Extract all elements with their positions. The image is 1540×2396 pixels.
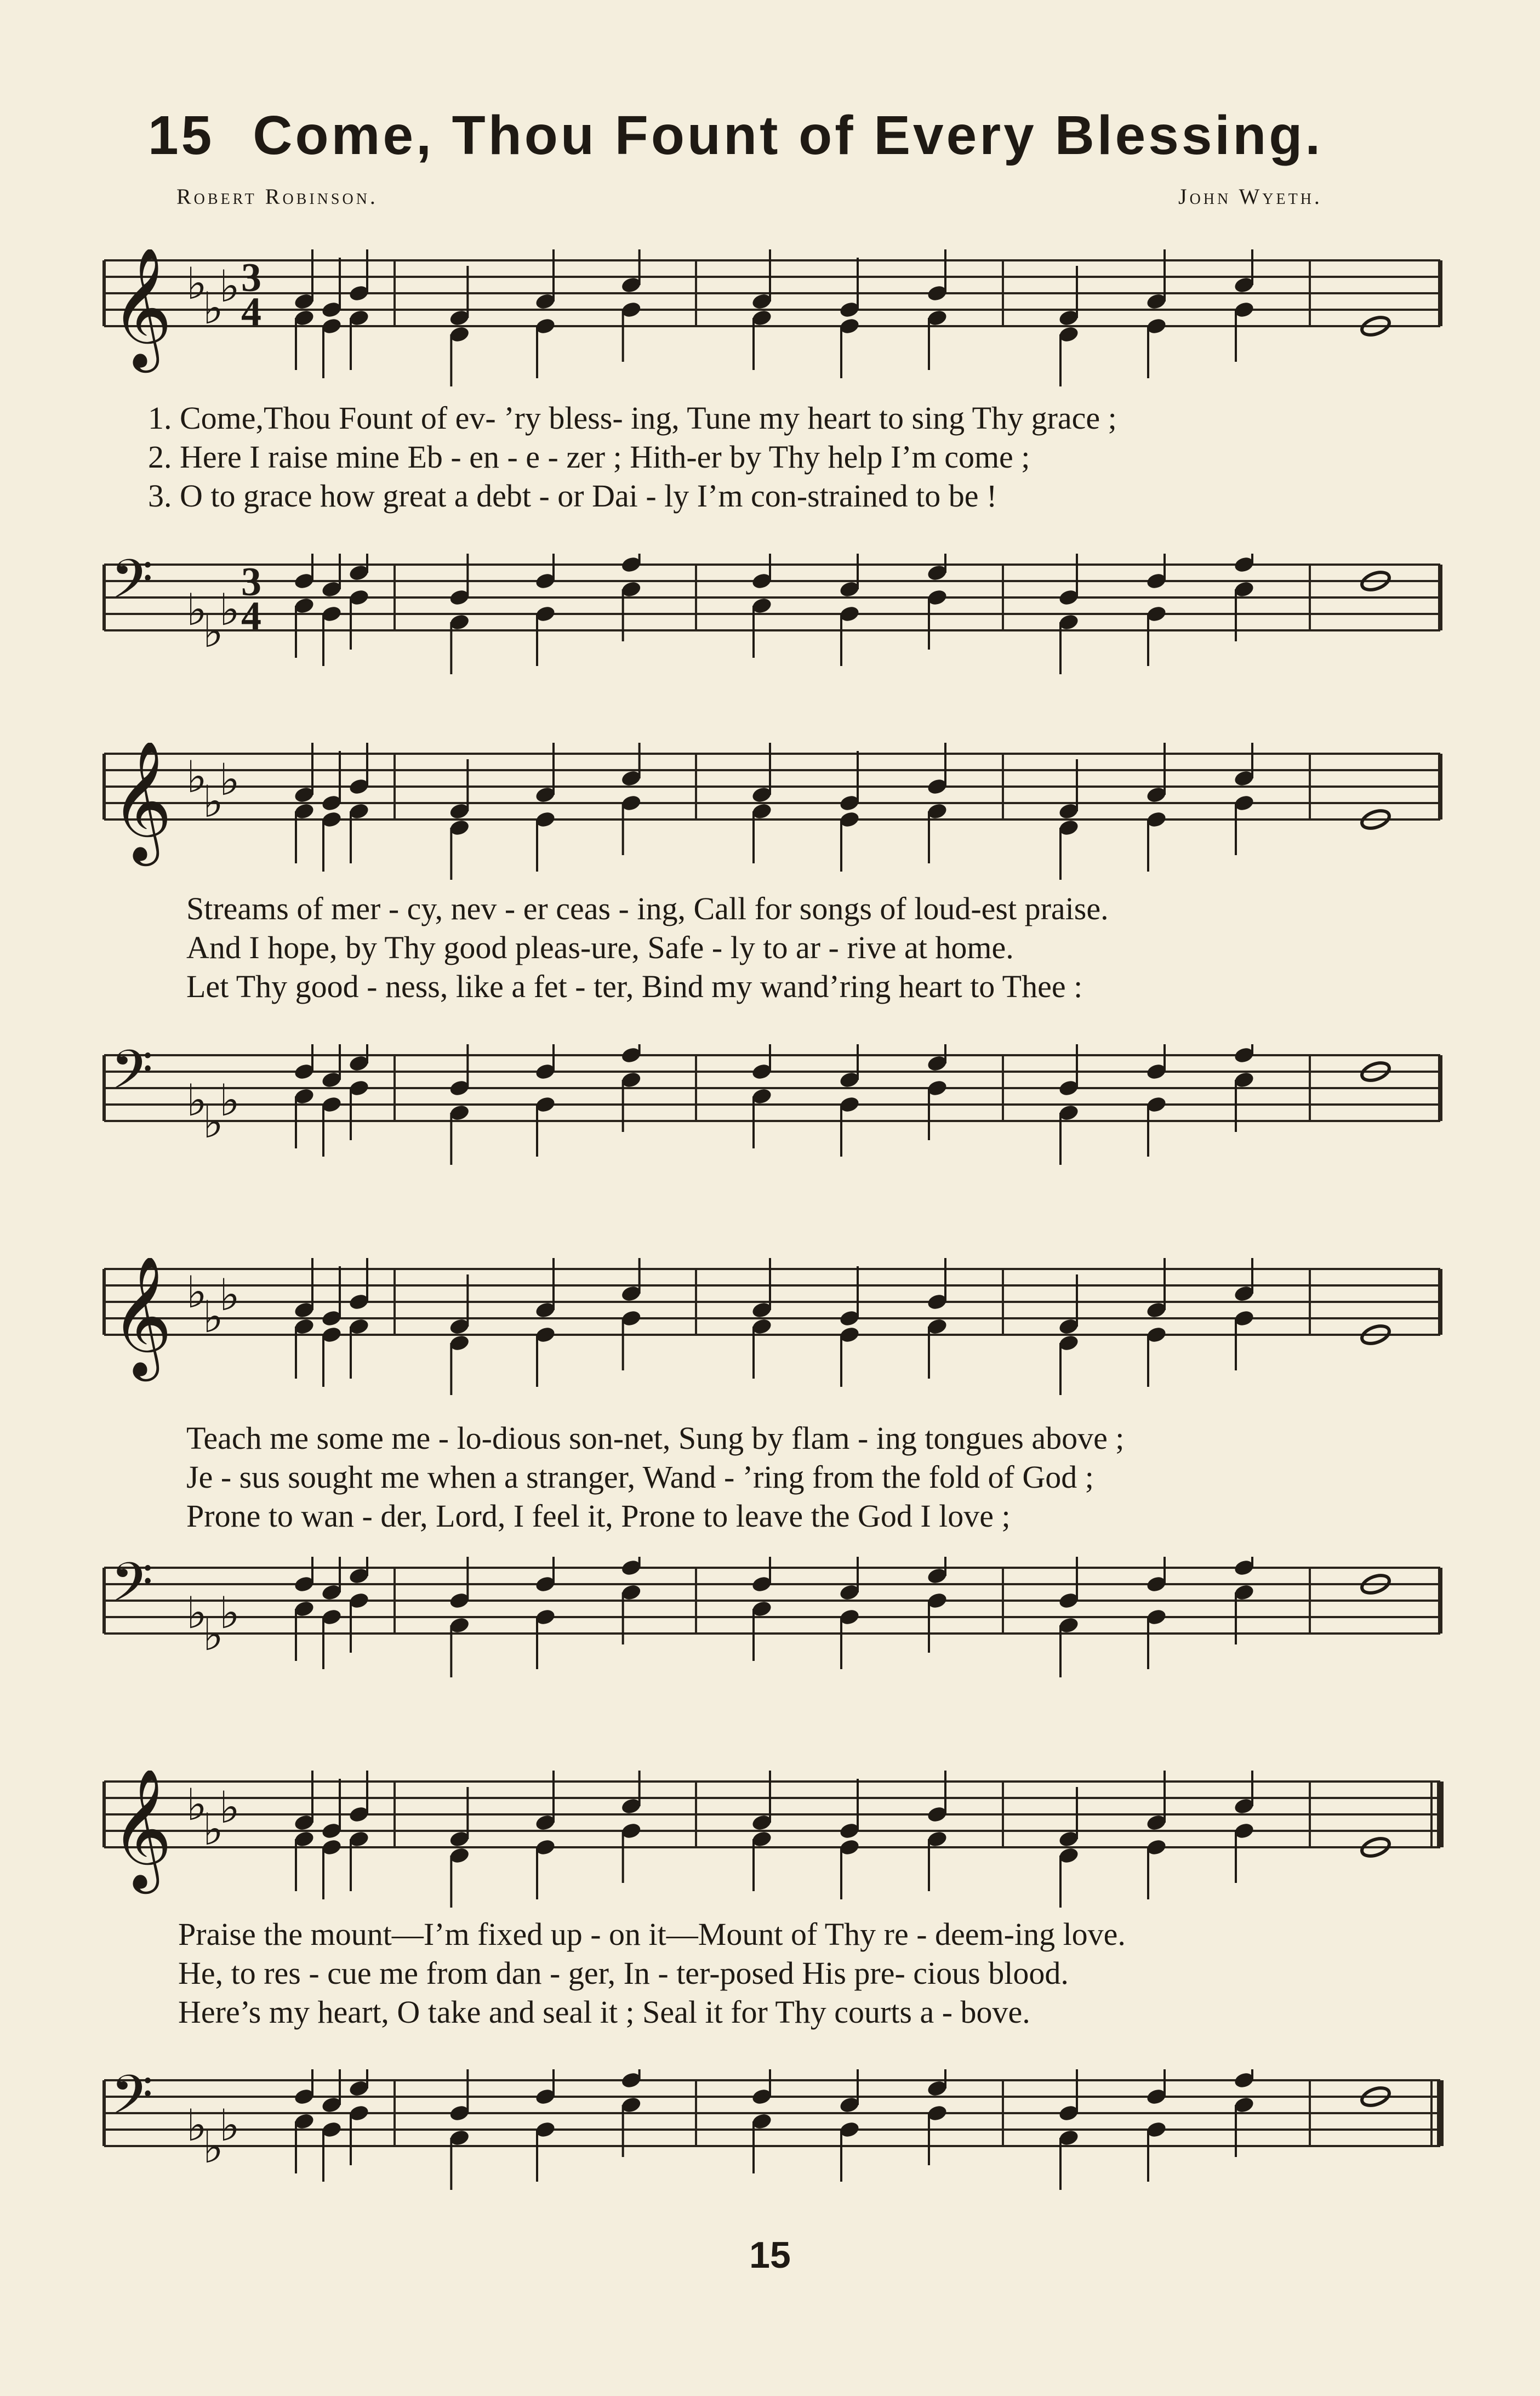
lyric-verse-1: 1. Come,Thou Fount of ev- ’ry bless- ing, Tune my heart to sing Thy grace ; [148, 400, 1117, 436]
lyric-verse-2: And I hope, by Thy good pleas-ure, Safe - ly to ar - rive at home. [186, 930, 1014, 965]
lyrics-system-2 [186, 889, 1502, 1006]
flat-icon: ♭ [219, 754, 240, 805]
lyrics-system-3 [186, 1419, 1502, 1535]
flat-icon: ♭ [203, 1291, 224, 1342]
bass-staff-system-3 [0, 1557, 1540, 1699]
lyric-verse-3: Let Thy good - ness, like a fet - ter, Bind my wand’ring heart to Thee : [186, 969, 1083, 1004]
flat-icon: ♭ [203, 606, 224, 657]
flat-icon: ♭ [186, 1267, 207, 1318]
bass-clef-icon: 𝄢 [111, 1044, 153, 1115]
treble-clef-icon: 𝄞 [111, 743, 173, 861]
time-signature-bottom: 4 [241, 594, 261, 639]
flat-icon: ♭ [186, 1075, 207, 1126]
time-signature-top: 3 [241, 255, 261, 300]
flat-icon: ♭ [203, 776, 224, 827]
lyrics-system-1 [148, 399, 1463, 515]
treble-staff-system-3 [0, 1258, 1540, 1401]
flat-icon: ♭ [186, 752, 207, 803]
treble-clef-icon: 𝄞 [111, 249, 173, 367]
author-credit: Robert Robinson. [176, 184, 378, 209]
treble-staff-system-2 [0, 743, 1540, 885]
bass-staff-system-4 [0, 2069, 1540, 2212]
flat-icon: ♭ [219, 261, 240, 312]
time-signature-bottom: 4 [241, 289, 261, 334]
lyric-verse-1: Streams of mer - cy, nev - er ceas - ing, Call for songs of loud-est praise. [186, 891, 1109, 926]
bass-clef-icon: 𝄢 [111, 2069, 153, 2140]
flat-icon: ♭ [186, 584, 207, 635]
flat-icon: ♭ [219, 1782, 240, 1833]
flat-icon: ♭ [219, 2100, 240, 2151]
bass-staff-system-2 [0, 1044, 1540, 1187]
hymn-title-line [148, 104, 1430, 167]
lyric-verse-2: Je - sus sought me when a stranger, Wand - ’ring from the fold of God ; [186, 1459, 1094, 1495]
hymn-title: Come, Thou Fount of Every Blessing. [253, 105, 1324, 166]
treble-staff-system-4 [0, 1771, 1540, 1913]
lyric-verse-2: He, to res - cue me from dan - ger, In - ter-posed His pre- cious blood. [178, 1955, 1069, 1991]
page-number: 15 [749, 2234, 791, 2276]
lyric-verse-2: 2. Here I raise mine Eb - en - e - zer ; Hith-er by Thy help I’m come ; [148, 439, 1030, 475]
treble-clef-icon: 𝄞 [111, 1771, 173, 1888]
flat-icon: ♭ [219, 1075, 240, 1126]
lyric-verse-3: Here’s my heart, O take and seal it ; Seal it for Thy courts a - bove. [178, 1994, 1030, 2030]
lyric-verse-1: Teach me some me - lo-dious son-net, Sung by flam - ing tongues above ; [186, 1420, 1125, 1456]
flat-icon: ♭ [186, 258, 207, 309]
composer-credit: John Wyeth. [1178, 184, 1322, 209]
flat-icon: ♭ [203, 283, 224, 334]
treble-clef-icon: 𝄞 [111, 1258, 173, 1376]
time-signature-top: 3 [241, 560, 261, 605]
flat-icon: ♭ [186, 2100, 207, 2151]
bass-clef-icon: 𝄢 [111, 554, 153, 624]
flat-icon: ♭ [203, 1609, 224, 1660]
flat-icon: ♭ [203, 1804, 224, 1855]
flat-icon: ♭ [219, 1587, 240, 1638]
lyric-verse-1: Praise the mount—I’m fixed up - on it—Mount of Thy re - deem-ing love. [178, 1916, 1126, 1952]
flat-icon: ♭ [219, 584, 240, 635]
hymn-number: 15 [148, 105, 215, 166]
flat-icon: ♭ [219, 1270, 240, 1321]
lyrics-system-4 [178, 1915, 1493, 2031]
lyric-verse-3: Prone to wan - der, Lord, I feel it, Prone to leave the God I love ; [186, 1498, 1011, 1534]
flat-icon: ♭ [186, 1779, 207, 1830]
bass-staff-system-1 [0, 554, 1540, 696]
lyric-verse-3: 3. O to grace how great a debt - or Dai - ly I’m con-strained to be ! [148, 478, 997, 514]
bass-clef-icon: 𝄢 [111, 1557, 153, 1627]
flat-icon: ♭ [203, 2122, 224, 2173]
treble-staff-system-1 [0, 249, 1540, 392]
flat-icon: ♭ [186, 1587, 207, 1638]
flat-icon: ♭ [203, 1097, 224, 1148]
